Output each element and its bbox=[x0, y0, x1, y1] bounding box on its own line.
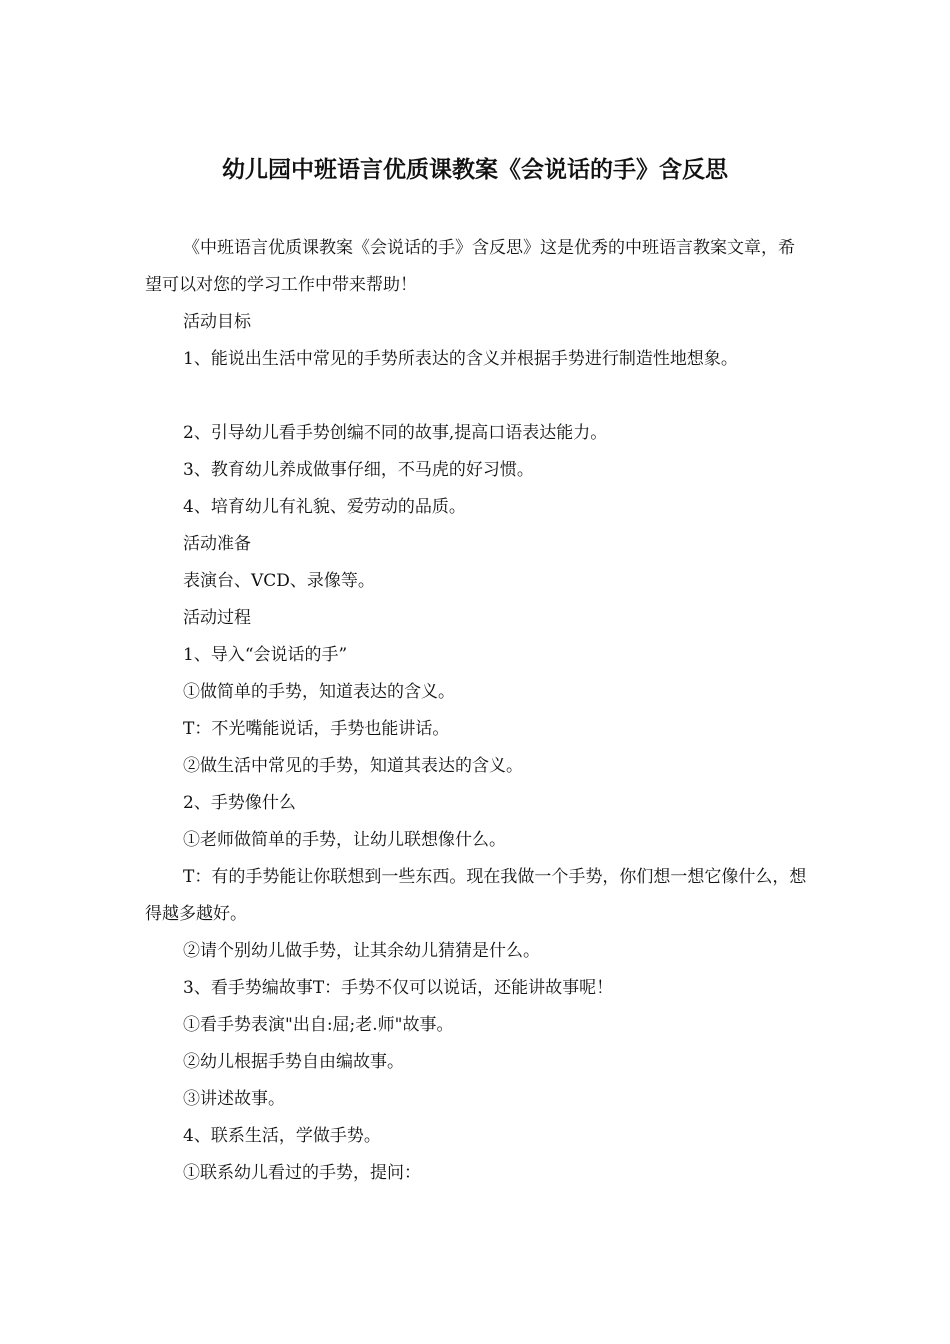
section-heading-process: 活动过程 bbox=[183, 608, 251, 628]
document-title: 幼儿园中班语言优质课教案《会说话的手》含反思 bbox=[222, 157, 728, 183]
process-step-2: 2、手势像什么 bbox=[183, 793, 296, 813]
process-substep: ①联系幼儿看过的手势，提问： bbox=[183, 1163, 421, 1183]
intro-paragraph: 《中班语言优质课教案《会说话的手》含反思》这是优秀的中班语言教案文章，希望可以对您的学习工作中带来帮助！ bbox=[145, 238, 795, 295]
goal-item-2: 2、引导幼儿看手势创编不同的故事,提高口语表达能力。 bbox=[183, 423, 608, 443]
process-substep: ①看手势表演"出自:屈;老.师"故事。 bbox=[183, 1015, 454, 1035]
process-substep: ②做生活中常见的手势，知道其表达的含义。 bbox=[183, 756, 523, 776]
document-body bbox=[145, 230, 807, 1192]
process-substep: ①老师做简单的手势，让幼儿联想像什么。 bbox=[183, 830, 506, 850]
process-substep: ②幼儿根据手势自由编故事。 bbox=[183, 1052, 404, 1072]
process-step-4: 4、联系生活，学做手势。 bbox=[183, 1126, 381, 1146]
section-heading-goals: 活动目标 bbox=[183, 312, 251, 332]
process-step-3: 3、看手势编故事T：手势不仅可以说话，还能讲故事呢！ bbox=[183, 978, 614, 998]
process-substep: ②请个别幼儿做手势，让其余幼儿猜猜是什么。 bbox=[183, 941, 540, 961]
goal-item-3: 3、教育幼儿养成做事仔细，不马虎的好习惯。 bbox=[183, 460, 534, 480]
preparation-text: 表演台、VCD、录像等。 bbox=[183, 571, 375, 591]
process-substep: ①做简单的手势，知道表达的含义。 bbox=[183, 682, 455, 702]
blank-line bbox=[145, 378, 807, 415]
process-step-1: 1、导入“会说话的手” bbox=[183, 645, 348, 665]
teacher-line: T：不光嘴能说话，手势也能讲话。 bbox=[183, 719, 450, 739]
goal-item-4: 4、培育幼儿有礼貌、爱劳动的品质。 bbox=[183, 497, 466, 517]
section-heading-preparation: 活动准备 bbox=[183, 534, 251, 554]
process-substep: ③讲述故事。 bbox=[183, 1089, 285, 1109]
goal-item-1: 1、能说出生活中常见的手势所表达的含义并根据手势进行制造性地想象。 bbox=[183, 349, 738, 369]
teacher-line: T：有的手势能让你联想到一些东西。现在我做一个手势，你们想一想它像什么，想得越多越好。 bbox=[145, 867, 807, 924]
